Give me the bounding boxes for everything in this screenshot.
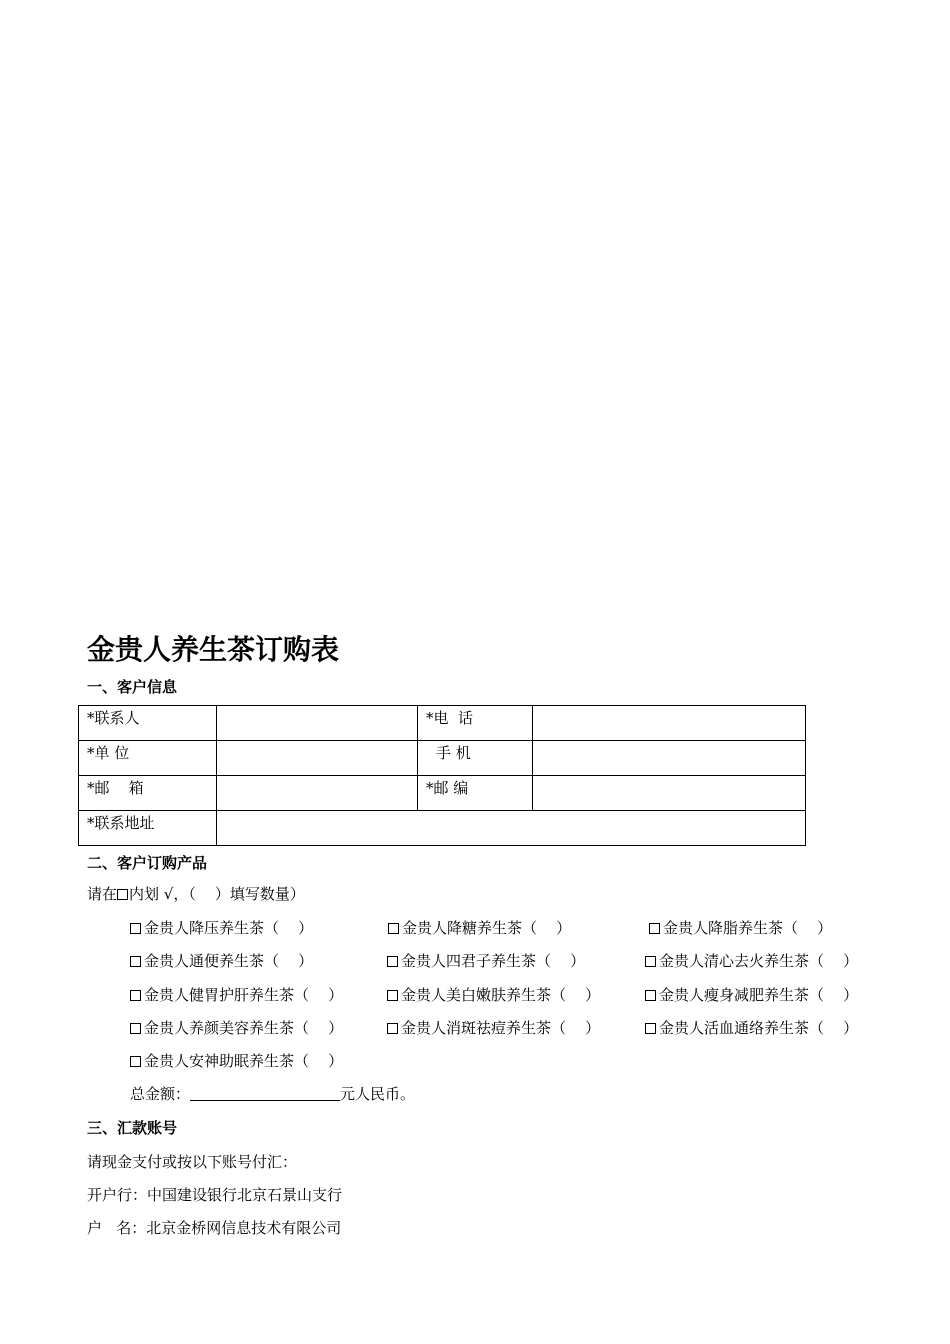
product-label: 金贵人通便养生茶（ ） [144, 952, 314, 970]
product-item[interactable] [130, 1050, 343, 1071]
page-title: 金贵人养生茶订购表 [87, 633, 340, 666]
section-remittance-heading: 三、汇款账号 [87, 1119, 178, 1137]
product-item[interactable] [645, 984, 858, 1005]
section-customer-info-heading: 一、客户信息 [87, 678, 178, 696]
section-products-heading: 二、客户订购产品 [87, 854, 208, 872]
total-label: 总金额： [130, 1085, 191, 1103]
checkbox-icon[interactable] [388, 923, 399, 934]
product-label: 金贵人健胃护肝养生茶（ ） [144, 986, 344, 1004]
product-label: 金贵人降脂养生茶（ ） [663, 919, 833, 937]
checkbox-icon[interactable] [130, 1056, 141, 1067]
company-label: *单 位 [79, 741, 217, 776]
product-label: 金贵人养颜美容养生茶（ ） [144, 1019, 344, 1037]
checkbox-icon[interactable] [645, 956, 656, 967]
product-label: 金贵人消斑祛痘养生茶（ ） [401, 1019, 601, 1037]
table-row [79, 741, 806, 776]
product-label: 金贵人活血通络养生茶（ ） [659, 1019, 859, 1037]
instruction-suffix: 内划 √，（ ）填写数量） [129, 885, 305, 903]
table-row [79, 776, 806, 811]
order-instruction [87, 883, 305, 904]
checkbox-icon[interactable] [649, 923, 660, 934]
total-suffix: 元人民币。 [340, 1085, 416, 1103]
postcode-label: *邮 编 [418, 776, 533, 811]
total-amount-field[interactable] [190, 1086, 340, 1101]
contact-label: *联系人 [79, 706, 217, 741]
email-label: *邮 箱 [79, 776, 217, 811]
company-field[interactable] [217, 741, 418, 776]
email-field[interactable] [217, 776, 418, 811]
product-item[interactable] [387, 950, 585, 971]
product-item[interactable] [130, 950, 313, 971]
mobile-label: 手 机 [418, 741, 533, 776]
table-row [79, 811, 806, 846]
product-item[interactable] [645, 950, 858, 971]
product-item[interactable] [645, 1017, 858, 1038]
instruction-prefix: 请在 [87, 885, 118, 903]
payment-instruction: 请现金支付或按以下账号付汇： [87, 1153, 298, 1171]
product-item[interactable] [388, 917, 571, 938]
product-label: 金贵人瘦身减肥养生茶（ ） [659, 986, 859, 1004]
checkbox-icon[interactable] [387, 990, 398, 1001]
checkbox-icon[interactable] [130, 1023, 141, 1034]
product-label: 金贵人安神助眠养生茶（ ） [144, 1052, 344, 1070]
product-item[interactable] [130, 917, 313, 938]
product-item[interactable] [130, 984, 343, 1005]
product-label: 金贵人清心去火养生茶（ ） [659, 952, 859, 970]
checkbox-icon[interactable] [130, 990, 141, 1001]
product-item[interactable] [387, 984, 600, 1005]
checkbox-icon[interactable] [645, 1023, 656, 1034]
checkbox-icon[interactable] [387, 1023, 398, 1034]
product-item[interactable] [387, 1017, 600, 1038]
product-label: 金贵人四君子养生茶（ ） [401, 952, 586, 970]
address-label: *联系地址 [79, 811, 217, 846]
phone-label: *电 话 [418, 706, 533, 741]
product-label: 金贵人降糖养生茶（ ） [402, 919, 572, 937]
phone-field[interactable] [533, 706, 806, 741]
address-field[interactable] [217, 811, 806, 846]
table-row [79, 706, 806, 741]
checkbox-icon[interactable] [387, 956, 398, 967]
mobile-field[interactable] [533, 741, 806, 776]
bank-name: 开户行：中国建设银行北京石景山支行 [87, 1186, 343, 1204]
product-label: 金贵人美白嫩肤养生茶（ ） [401, 986, 601, 1004]
product-label: 金贵人降压养生茶（ ） [144, 919, 314, 937]
product-item[interactable] [130, 1017, 343, 1038]
checkbox-icon [117, 889, 128, 900]
postcode-field[interactable] [533, 776, 806, 811]
product-item[interactable] [649, 917, 832, 938]
customer-info-table [78, 705, 806, 846]
total-amount-line [130, 1083, 415, 1104]
account-name: 户 名：北京金桥网信息技术有限公司 [87, 1219, 342, 1237]
checkbox-icon[interactable] [645, 990, 656, 1001]
contact-field[interactable] [217, 706, 418, 741]
checkbox-icon[interactable] [130, 923, 141, 934]
checkbox-icon[interactable] [130, 956, 141, 967]
